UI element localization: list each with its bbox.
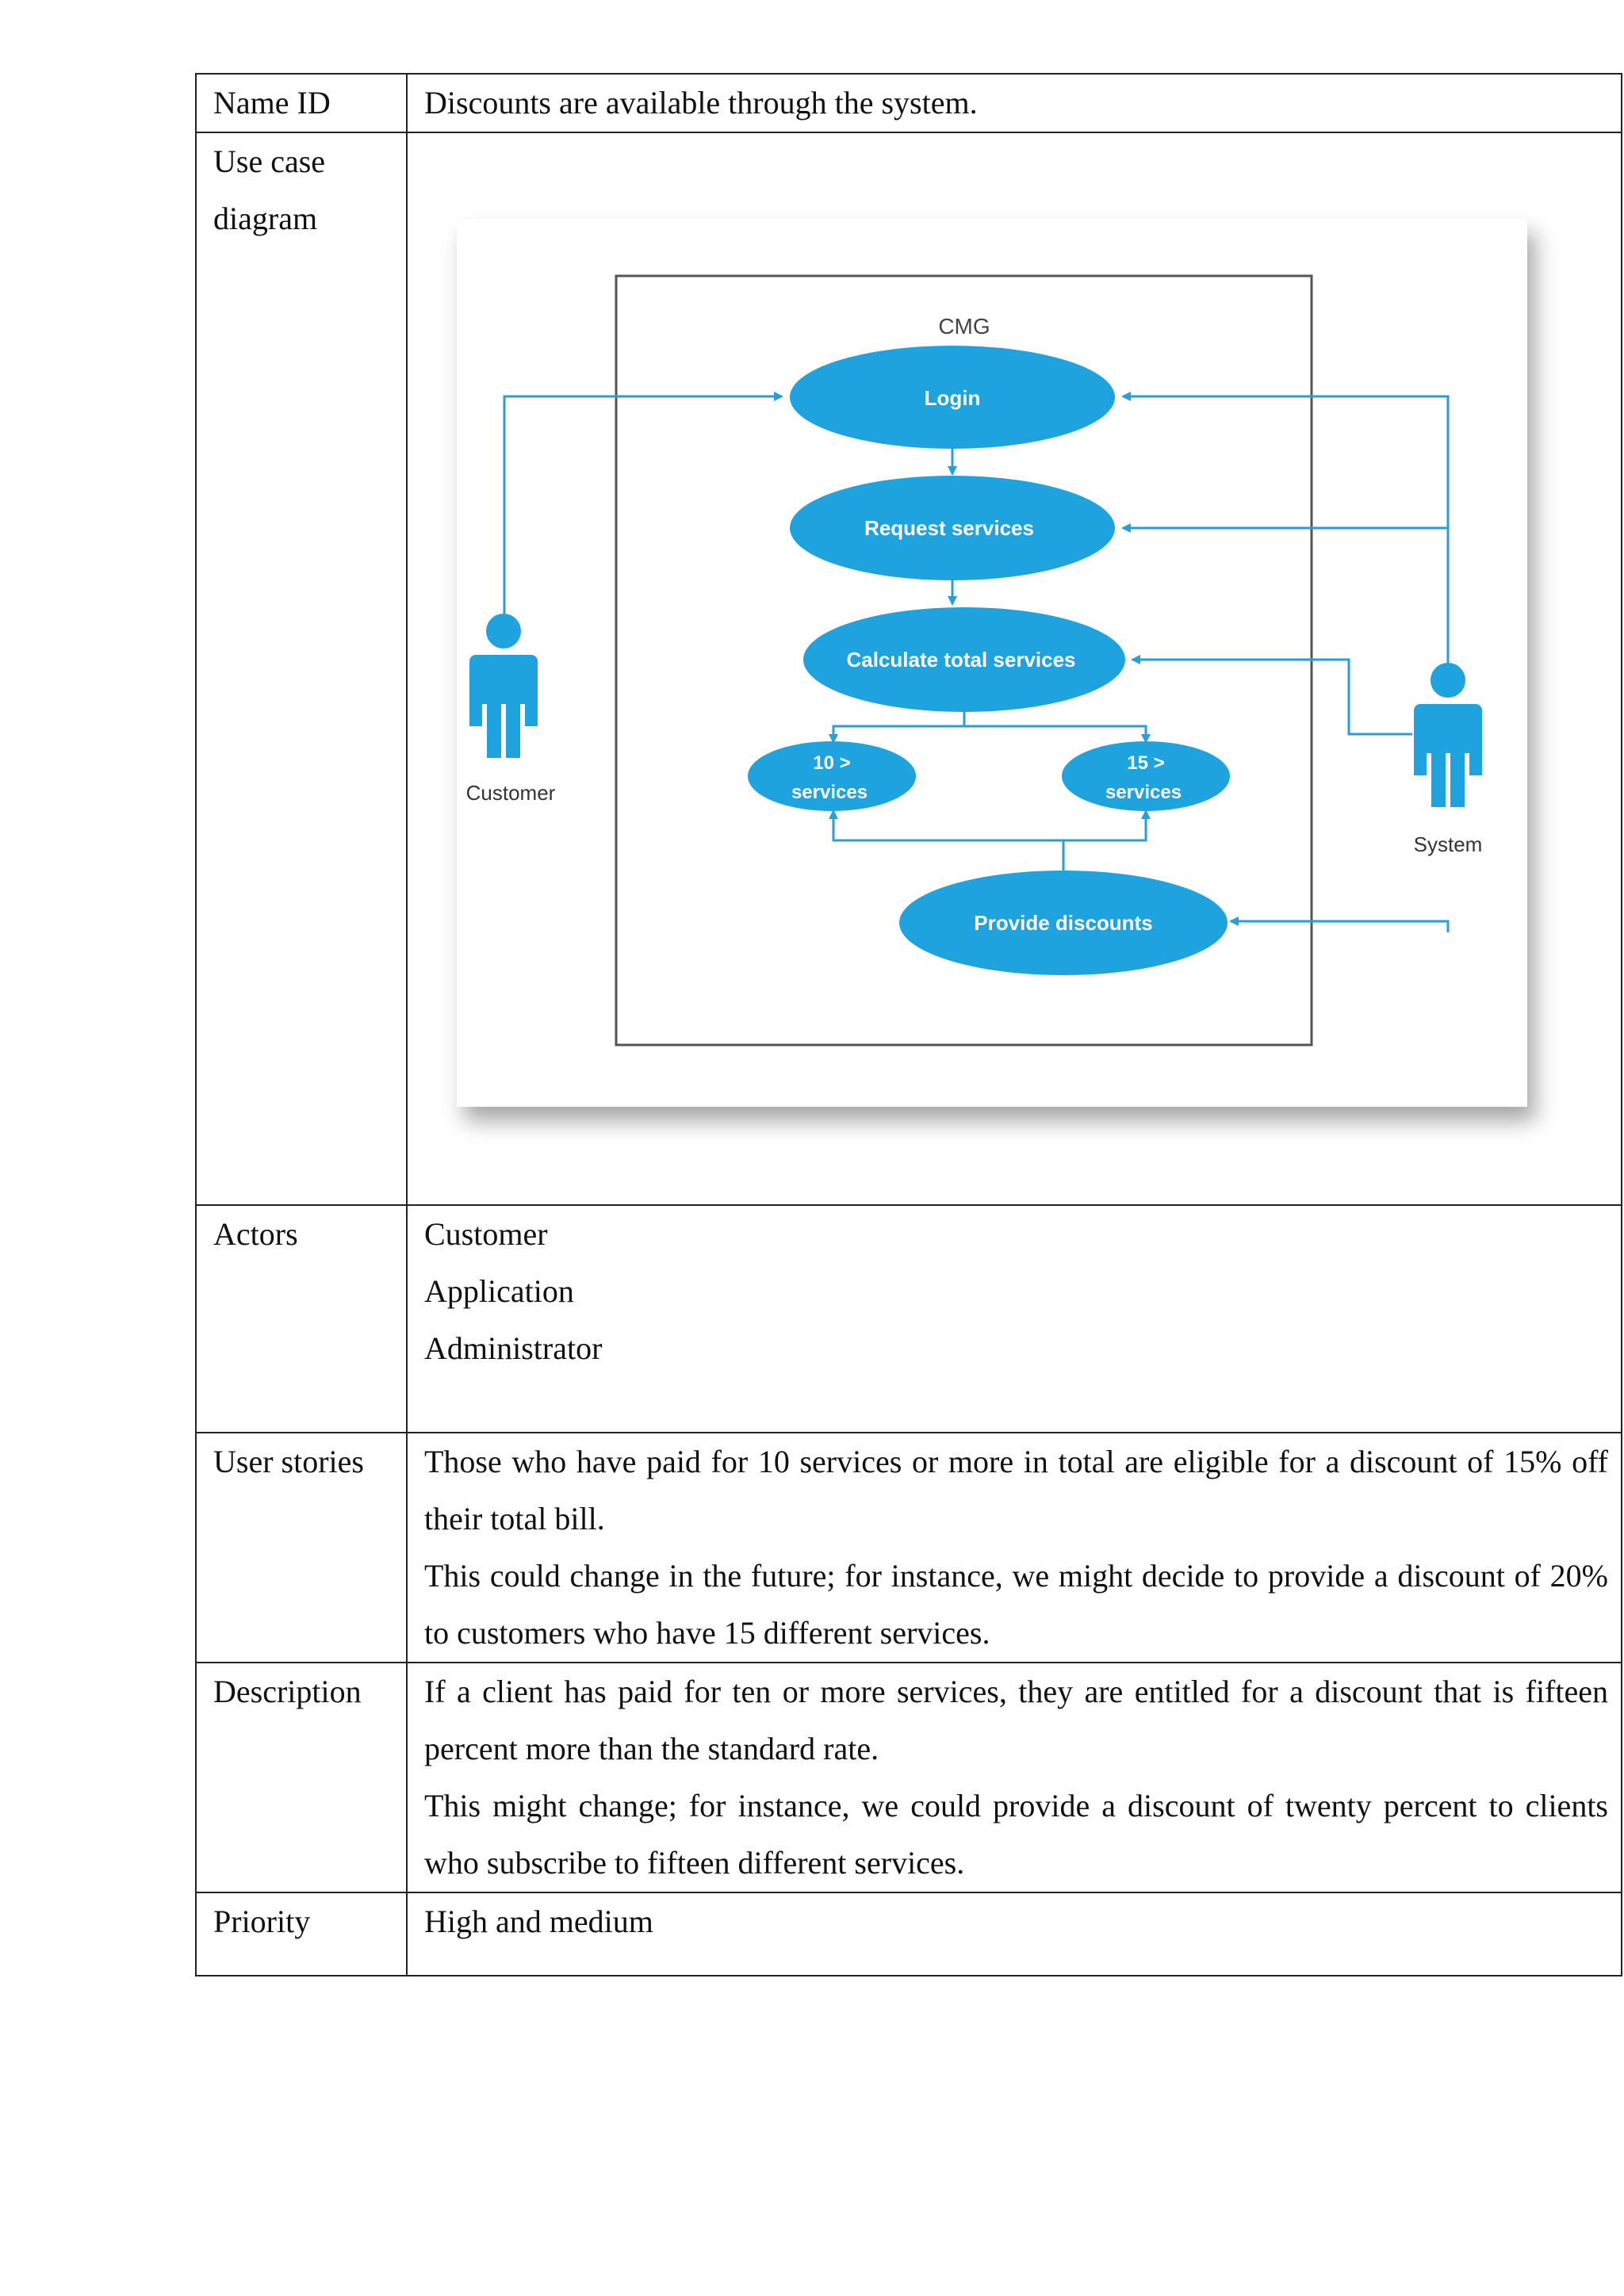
system-to-login-line: [1123, 396, 1448, 663]
usecase-request-services: [790, 476, 1115, 580]
usecase-request-label: Request services: [864, 516, 1034, 540]
system-to-provide-line: [1231, 921, 1448, 932]
actor-system: [1414, 663, 1483, 856]
label-user-stories: [196, 1433, 407, 1663]
system-figure-icon: [1414, 663, 1482, 807]
value-description: [407, 1663, 1622, 1892]
value-name-id: [407, 74, 1622, 132]
label-priority: [196, 1892, 407, 1976]
actor-system-label: System: [1413, 832, 1483, 856]
label-actors: [196, 1205, 407, 1433]
actor-customer: [466, 614, 556, 805]
value-user-stories: [407, 1433, 1622, 1663]
user-stories-paragraph: Those who have paid for 10 services or more in total are eligible for a discount of 15% off their total bill.: [424, 1444, 1608, 1536]
description-label: Description: [213, 1674, 362, 1709]
usecase-provide-label: Provide discounts: [974, 911, 1153, 935]
row-description: [196, 1663, 1622, 1892]
usecase-provide-discounts: [899, 871, 1228, 975]
customer-to-login-line: [504, 396, 782, 615]
user-stories-label: User stories: [213, 1444, 364, 1479]
value-actors: [407, 1205, 1622, 1433]
system-to-calculate-line: [1132, 660, 1412, 734]
row-priority: [196, 1892, 1622, 1976]
actor-item: Administrator: [424, 1330, 603, 1366]
description-paragraph: This might change; for instance, we could provide a discount of twenty percent to clients who subscribe to fifteen different services.: [424, 1788, 1608, 1881]
use-case-diagram: [457, 219, 1527, 1107]
usecase-fifteen-label-line1: 15 >: [1127, 752, 1165, 774]
actor-item: Customer: [424, 1216, 548, 1252]
row-actors: [196, 1205, 1622, 1433]
label-description: [196, 1663, 407, 1892]
priority-label: Priority: [213, 1904, 311, 1939]
actors-label: Actors: [213, 1216, 298, 1252]
row-name-id: [196, 74, 1622, 132]
priority-value: High and medium: [424, 1904, 653, 1939]
usecase-login-label: Login: [924, 386, 981, 410]
label-name-id: [196, 74, 407, 132]
row-user-stories: [196, 1433, 1622, 1663]
calculate-to-fifteen-line: [964, 726, 1146, 742]
usecase-calculate-total: [803, 607, 1125, 712]
usecase-fifteen-label-line2: services: [1105, 782, 1182, 803]
actor-customer-label: Customer: [465, 781, 556, 805]
use-case-diagram-label-line2: diagram: [213, 201, 318, 236]
usecase-fifteen-services: [1062, 741, 1230, 811]
use-case-diagram-svg: [457, 219, 1527, 1107]
usecase-login: [790, 346, 1115, 449]
provide-to-ten-line: [833, 811, 1063, 871]
usecase-ten-label-line2: services: [791, 782, 868, 803]
name-id-value: Discounts are available through the system.: [424, 85, 978, 121]
diagram-card: [457, 219, 1527, 1107]
user-stories-paragraph: This could change in the future; for instance, we might decide to provide a discount of 20% to customers who have 15 different services.: [424, 1558, 1608, 1651]
actor-item: Application: [424, 1273, 574, 1309]
customer-figure-icon: [469, 614, 538, 758]
label-use-case-diagram: [196, 132, 407, 1205]
system-name: CMG: [938, 314, 990, 339]
usecase-calculate-label: Calculate total services: [846, 648, 1076, 672]
value-priority: [407, 1892, 1622, 1976]
use-case-diagram-label-line1: Use case: [213, 144, 326, 179]
usecase-ten-services: [748, 741, 916, 811]
description-paragraph: If a client has paid for ten or more services, they are entitled for a discount that is fifteen percent more than the standard rate.: [424, 1674, 1608, 1766]
calculate-to-ten-line: [833, 712, 964, 742]
provide-to-fifteen-line: [1063, 811, 1146, 840]
name-id-label: Name ID: [213, 85, 331, 121]
usecase-ten-label-line1: 10 >: [813, 752, 851, 774]
